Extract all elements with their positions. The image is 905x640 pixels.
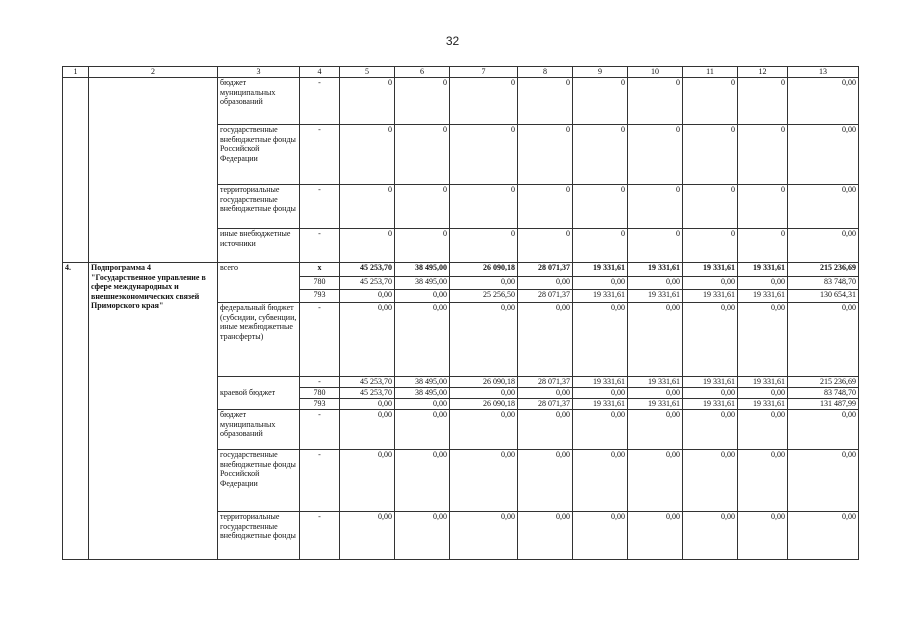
code-cell: 793 <box>300 290 340 303</box>
value-cell: 0,00 <box>573 512 628 560</box>
value-cell: 26 090,18 <box>450 399 518 410</box>
value-cell: 0 <box>450 125 518 185</box>
value-cell: 0 <box>738 78 788 125</box>
value-cell: 19 331,61 <box>628 377 683 388</box>
value-cell: 0 <box>628 78 683 125</box>
value-cell: 0 <box>628 229 683 263</box>
value-cell: 0 <box>450 78 518 125</box>
number-cell-empty <box>63 78 89 263</box>
value-cell: 0 <box>340 78 395 125</box>
value-cell: 38 495,00 <box>395 277 450 290</box>
value-cell: 0,00 <box>683 512 738 560</box>
value-cell: 38 495,00 <box>395 388 450 399</box>
value-cell: 0,00 <box>340 410 395 450</box>
value-cell: 0,00 <box>573 303 628 377</box>
value-cell: 0,00 <box>340 512 395 560</box>
value-cell: 0,00 <box>573 450 628 512</box>
value-cell: 0,00 <box>340 399 395 410</box>
value-cell: 0,00 <box>628 388 683 399</box>
value-cell: 19 331,61 <box>573 377 628 388</box>
value-cell: 0 <box>683 229 738 263</box>
value-cell: 19 331,61 <box>683 290 738 303</box>
value-cell: 0,00 <box>395 410 450 450</box>
value-cell: 45 253,70 <box>340 263 395 277</box>
value-cell: 0,00 <box>573 277 628 290</box>
code-cell: - <box>300 410 340 450</box>
value-cell: 19 331,61 <box>683 399 738 410</box>
source-cell: краевой бюджет <box>218 377 300 410</box>
source-cell: федеральный бюджет (субсидии, субвенции, иные межбюджетные трансферты) <box>218 303 300 377</box>
table-row <box>63 263 859 277</box>
page-number: 32 <box>445 34 460 48</box>
value-cell: 19 331,61 <box>738 290 788 303</box>
value-cell: 0,00 <box>395 303 450 377</box>
code-cell: 780 <box>300 277 340 290</box>
value-cell: 0 <box>395 229 450 263</box>
code-cell: х <box>300 263 340 277</box>
value-cell: 0 <box>738 125 788 185</box>
value-cell: 0 <box>738 185 788 229</box>
value-cell: 28 071,37 <box>518 399 573 410</box>
value-cell: 0 <box>573 125 628 185</box>
value-cell: 0 <box>738 229 788 263</box>
value-cell: 0,00 <box>518 277 573 290</box>
value-cell: 0,00 <box>788 78 859 125</box>
source-cell: бюджет муниципальных образований <box>218 78 300 125</box>
source-cell: территориальные государственные внебюджетные фонды <box>218 185 300 229</box>
value-cell: 0,00 <box>788 185 859 229</box>
value-cell: 0,00 <box>395 399 450 410</box>
value-cell: 19 331,61 <box>683 263 738 277</box>
value-cell: 19 331,61 <box>738 399 788 410</box>
value-cell: 0,00 <box>683 450 738 512</box>
code-cell: - <box>300 78 340 125</box>
value-cell: 0 <box>395 185 450 229</box>
value-cell: 130 654,31 <box>788 290 859 303</box>
value-cell: 19 331,61 <box>628 399 683 410</box>
value-cell: 0 <box>340 185 395 229</box>
value-cell: 0 <box>573 229 628 263</box>
subprogram-number: 4. <box>63 263 89 560</box>
value-cell: 0,00 <box>628 450 683 512</box>
value-cell: 0,00 <box>738 388 788 399</box>
source-cell: государственные внебюджетные фонды Российской Федерации <box>218 450 300 512</box>
value-cell: 0,00 <box>573 388 628 399</box>
value-cell: 0 <box>573 185 628 229</box>
value-cell: 19 331,61 <box>628 263 683 277</box>
code-cell: - <box>300 450 340 512</box>
value-cell: 215 236,69 <box>788 263 859 277</box>
value-cell: 28 071,37 <box>518 290 573 303</box>
code-cell: - <box>300 377 340 388</box>
value-cell: 0,00 <box>395 512 450 560</box>
value-cell: 0,00 <box>683 410 738 450</box>
source-cell: территориальные государственные внебюджетные фонды <box>218 512 300 560</box>
header-cell: 5 <box>340 67 395 78</box>
value-cell: 0 <box>628 185 683 229</box>
value-cell: 0 <box>518 78 573 125</box>
value-cell: 0,00 <box>518 410 573 450</box>
value-cell: 19 331,61 <box>738 377 788 388</box>
value-cell: 0,00 <box>738 303 788 377</box>
value-cell: 0,00 <box>395 450 450 512</box>
value-cell: 0,00 <box>518 303 573 377</box>
value-cell: 0,00 <box>518 388 573 399</box>
code-cell: - <box>300 303 340 377</box>
value-cell: 0 <box>340 229 395 263</box>
value-cell: 0,00 <box>450 277 518 290</box>
value-cell: 0,00 <box>450 450 518 512</box>
value-cell: 0,00 <box>340 450 395 512</box>
value-cell: 0 <box>450 185 518 229</box>
source-cell: иные внебюджетные источники <box>218 229 300 263</box>
header-cell: 8 <box>518 67 573 78</box>
value-cell: 0 <box>340 125 395 185</box>
value-cell: 0 <box>573 78 628 125</box>
value-cell: 0 <box>395 125 450 185</box>
value-cell: 19 331,61 <box>573 263 628 277</box>
value-cell: 0,00 <box>340 303 395 377</box>
value-cell: 0,00 <box>738 410 788 450</box>
value-cell: 0,00 <box>450 303 518 377</box>
value-cell: 0 <box>683 125 738 185</box>
value-cell: 0,00 <box>628 277 683 290</box>
header-cell: 12 <box>738 67 788 78</box>
code-cell: - <box>300 185 340 229</box>
value-cell: 19 331,61 <box>573 290 628 303</box>
value-cell: 0,00 <box>683 303 738 377</box>
code-cell: 780 <box>300 388 340 399</box>
value-cell: 0 <box>518 229 573 263</box>
value-cell: 0,00 <box>788 125 859 185</box>
table-row <box>63 78 859 125</box>
value-cell: 0,00 <box>738 450 788 512</box>
value-cell: 0,00 <box>683 388 738 399</box>
header-cell: 4 <box>300 67 340 78</box>
value-cell: 0,00 <box>738 512 788 560</box>
header-cell: 10 <box>628 67 683 78</box>
source-cell: всего <box>218 263 300 303</box>
code-cell: - <box>300 229 340 263</box>
value-cell: 0 <box>395 78 450 125</box>
value-cell: 19 331,61 <box>683 377 738 388</box>
value-cell: 28 071,37 <box>518 377 573 388</box>
header-row <box>63 67 859 78</box>
code-cell: 793 <box>300 399 340 410</box>
value-cell: 0,00 <box>788 303 859 377</box>
header-cell: 2 <box>89 67 218 78</box>
value-cell: 0,00 <box>788 229 859 263</box>
value-cell: 0,00 <box>450 512 518 560</box>
header-cell: 13 <box>788 67 859 78</box>
value-cell: 83 748,70 <box>788 277 859 290</box>
subprogram-title: Подпрограмма 4 "Государственное управление в сфере международных и внешнеэкономических связей Приморского края" <box>89 263 218 560</box>
value-cell: 45 253,70 <box>340 388 395 399</box>
value-cell: 25 256,50 <box>450 290 518 303</box>
value-cell: 26 090,18 <box>450 263 518 277</box>
budget-table <box>62 66 859 560</box>
value-cell: 19 331,61 <box>738 263 788 277</box>
header-cell: 1 <box>63 67 89 78</box>
value-cell: 0 <box>683 185 738 229</box>
value-cell: 0,00 <box>450 410 518 450</box>
value-cell: 28 071,37 <box>518 263 573 277</box>
value-cell: 0,00 <box>788 512 859 560</box>
value-cell: 0,00 <box>518 450 573 512</box>
value-cell: 0,00 <box>738 277 788 290</box>
value-cell: 0,00 <box>788 410 859 450</box>
header-cell: 11 <box>683 67 738 78</box>
value-cell: 83 748,70 <box>788 388 859 399</box>
code-cell: - <box>300 125 340 185</box>
value-cell: 45 253,70 <box>340 377 395 388</box>
source-cell: бюджет муниципальных образований <box>218 410 300 450</box>
value-cell: 19 331,61 <box>573 399 628 410</box>
header-cell: 9 <box>573 67 628 78</box>
value-cell: 0,00 <box>628 512 683 560</box>
value-cell: 215 236,69 <box>788 377 859 388</box>
value-cell: 0 <box>518 185 573 229</box>
value-cell: 26 090,18 <box>450 377 518 388</box>
value-cell: 0 <box>683 78 738 125</box>
value-cell: 131 487,99 <box>788 399 859 410</box>
value-cell: 0 <box>450 229 518 263</box>
value-cell: 0,00 <box>395 290 450 303</box>
header-cell: 6 <box>395 67 450 78</box>
value-cell: 0 <box>628 125 683 185</box>
value-cell: 38 495,00 <box>395 377 450 388</box>
value-cell: 0,00 <box>340 290 395 303</box>
header-cell: 3 <box>218 67 300 78</box>
value-cell: 0,00 <box>628 410 683 450</box>
value-cell: 19 331,61 <box>628 290 683 303</box>
value-cell: 0,00 <box>518 512 573 560</box>
header-cell: 7 <box>450 67 518 78</box>
value-cell: 45 253,70 <box>340 277 395 290</box>
value-cell: 0,00 <box>683 277 738 290</box>
value-cell: 0,00 <box>628 303 683 377</box>
code-cell: - <box>300 512 340 560</box>
value-cell: 0,00 <box>788 450 859 512</box>
value-cell: 38 495,00 <box>395 263 450 277</box>
value-cell: 0 <box>518 125 573 185</box>
value-cell: 0,00 <box>450 388 518 399</box>
source-cell: государственные внебюджетные фонды Российской Федерации <box>218 125 300 185</box>
name-cell-empty <box>89 78 218 263</box>
value-cell: 0,00 <box>573 410 628 450</box>
